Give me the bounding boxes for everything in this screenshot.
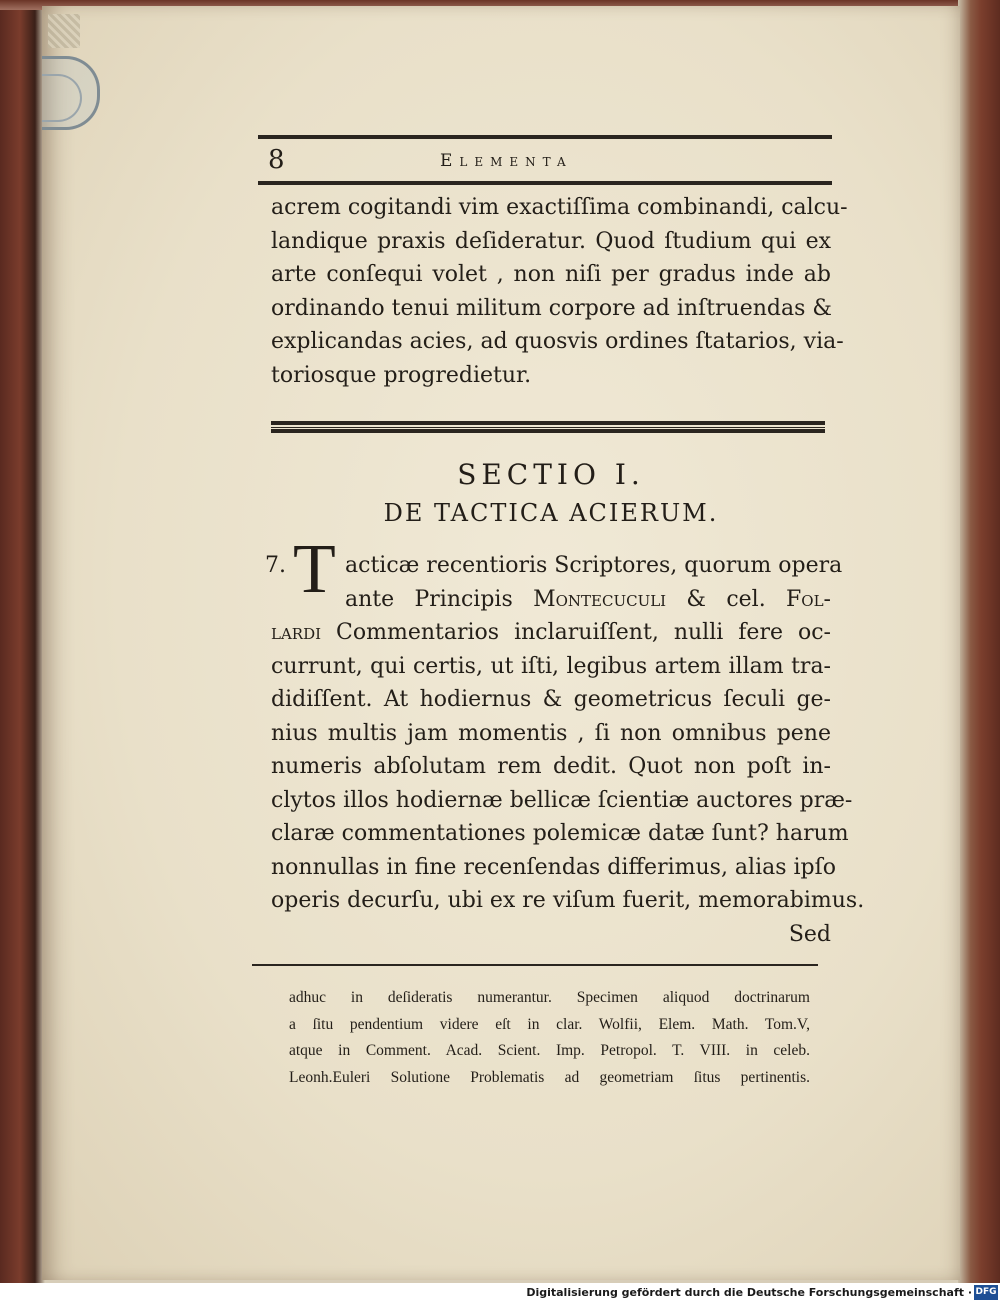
paragraph-line: [345, 583, 831, 617]
page-number: 8: [268, 145, 285, 175]
section-title: SECTIO I.: [457, 458, 645, 491]
author-name: Montecuculi: [533, 586, 667, 612]
paragraph-line: didiſſent. At hodiernus & geometricus ſeculi ge-: [271, 687, 831, 712]
header-rule-top: [258, 135, 832, 139]
intro-line: acrem cogitandi vim exactiſſima combinandi, calcu-: [271, 195, 848, 220]
intro-line: ordinando tenui militum corpore ad inſtruendas &: [271, 295, 832, 321]
book-cover-right-edge: [958, 0, 1000, 1283]
dfg-logo-icon: DFG: [974, 1285, 998, 1300]
paragraph-line: [271, 616, 831, 650]
footnote-line: a ſitu pendentium videre eſt in clar. Wolfii, Elem. Math. Tom.V,: [289, 1015, 810, 1033]
footnote-line: adhuc in deſideratis numerantur. Specimen aliquod doctrinarum: [289, 989, 810, 1006]
running-head-text: Elementa: [440, 151, 573, 171]
paragraph-line: nonnullas in fine recenſendas differimus, alias ipſo: [271, 854, 837, 880]
footnote-line: atque in Comment. Acad. Scient. Imp. Petropol. T. VIII. in celeb.: [289, 1042, 810, 1059]
catchword: Sed: [788, 921, 831, 947]
paragraph-line: claræ commentationes polemicæ datæ ſunt? harum: [271, 821, 849, 846]
intro-line: toriosque progredietur.: [271, 362, 532, 388]
paragraph-line: operis decurſu, ubi ex re viſum fuerit, memorabimus.: [271, 888, 865, 913]
section-divider: [271, 421, 825, 433]
intro-line: explicandas acies, ad quosvis ordines ſtatarios, via-: [271, 329, 844, 354]
footnote-rule: [252, 964, 818, 966]
text-run: ante Principis: [345, 586, 534, 612]
text-run: & cel.: [666, 586, 787, 612]
author-name: Fol-: [786, 586, 831, 612]
paragraph-opening: [345, 549, 843, 616]
digitization-credit: Digitalisierung gefördert durch die Deutsche Forschungsgemeinschaft ·: [526, 1286, 972, 1299]
running-head: [440, 145, 573, 176]
intro-text: [271, 191, 848, 392]
footnote: [289, 985, 810, 1091]
author-name: lardi: [271, 620, 322, 645]
text-run: Commentarios inclaruiſſent, nulli fere oc-: [321, 620, 831, 645]
paragraph-line: nius multis jam momentis , ſi non omnibus pene: [271, 720, 831, 746]
intro-line: landique praxis deſideratur. Quod ſtudium qui ex: [271, 228, 831, 254]
paragraph-line: numeris abſolutam rem dedit. Quot non poſt in-: [271, 754, 831, 779]
section-subtitle: DE TACTICA ACIERUM.: [383, 499, 719, 527]
intro-line: arte conſequi volet , non niſi per gradus inde ab: [271, 262, 831, 287]
footnote-line: Leonh.Euleri Solutione Problematis ad geometriam ſitus pertinentis.: [289, 1068, 810, 1086]
paragraph-line: clytos illos hodiernæ bellicæ ſcientiæ auctores præ-: [271, 787, 853, 813]
paragraph-line: acticæ recentioris Scriptores, quorum opera: [345, 553, 843, 578]
drop-cap: T: [293, 531, 336, 608]
header-rule-bottom: [258, 181, 832, 185]
page-corner-fray: [48, 14, 80, 48]
paragraph-body: [271, 616, 865, 951]
paragraph-line: currunt, qui certis, ut iſti, legibus artem illam tra-: [271, 653, 831, 679]
paragraph-number: 7.: [265, 553, 286, 578]
